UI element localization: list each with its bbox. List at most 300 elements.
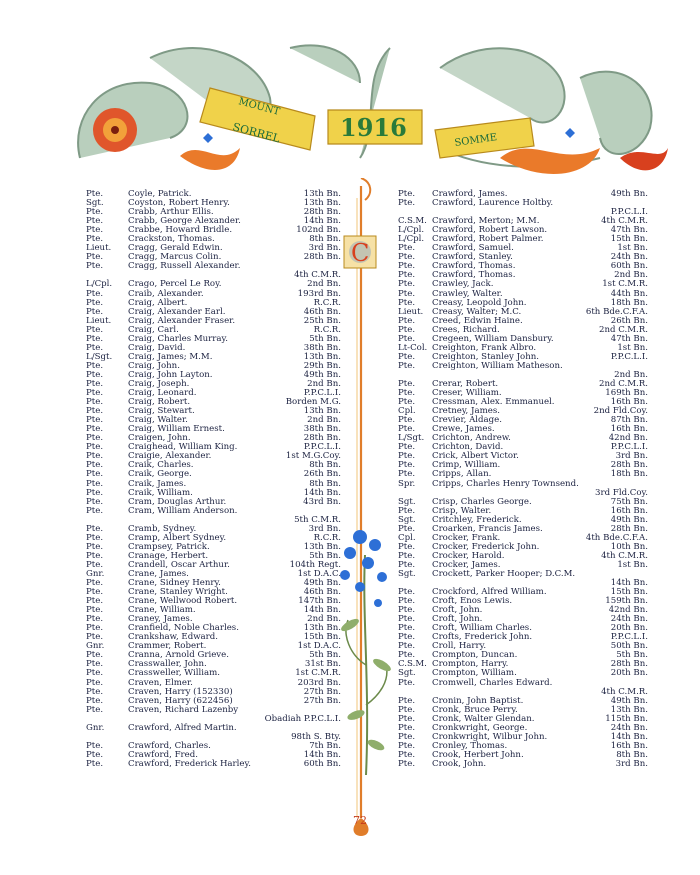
entry-unit: 102nd Bn.: [296, 225, 341, 236]
roll-entry: [86, 290, 341, 299]
entry-rank: Pte.: [398, 695, 416, 706]
entry-unit: 1st M.G.Coy.: [285, 451, 341, 462]
roll-entry: [398, 362, 648, 371]
entry-unit: 4th Bde.C.F.A.: [585, 532, 648, 543]
entry-unit: 2nd Fld.Coy.: [593, 406, 648, 417]
entry-rank: Pte.: [398, 451, 416, 462]
page-number: 72: [353, 814, 367, 827]
entry-name: Craib, Alexander.: [128, 288, 204, 299]
roll-entry: [86, 371, 341, 380]
roll-entry: [86, 398, 341, 407]
entry-rank: Pte.: [86, 424, 104, 435]
roll-entry: [86, 733, 341, 742]
entry-rank: Lieut.: [86, 243, 112, 254]
entry-unit: 29th Bn.: [303, 360, 341, 371]
entry-unit: 3rd Fld.Coy.: [595, 487, 648, 498]
roll-entry: [86, 461, 341, 470]
entry-rank: Pte.: [86, 505, 104, 516]
roll-entry: [86, 317, 341, 326]
foliage-ornament-icon: [60, 38, 670, 188]
entry-rank: Pte.: [398, 704, 416, 715]
entry-rank: Pte.: [398, 740, 416, 751]
entry-name: Crawford, James.: [432, 189, 508, 199]
entry-unit: 42nd Bn.: [608, 433, 648, 444]
entry-rank: Pte.: [86, 252, 104, 263]
entry-unit: 47th Bn.: [610, 225, 648, 236]
entry-rank: Pte.: [86, 623, 104, 634]
entry-unit: 6th Bde.C.F.A.: [585, 306, 648, 317]
entry-unit: P.P.C.L.I.: [610, 207, 648, 218]
entry-rank: Pte.: [86, 216, 104, 227]
roll-entry: [86, 452, 341, 461]
entry-unit: 18th Bn.: [610, 469, 648, 480]
entry-unit: 28th Bn.: [610, 460, 648, 471]
entry-rank: Pte.: [398, 605, 416, 616]
entry-rank: Sgt.: [398, 514, 416, 525]
entry-rank: Pte.: [86, 442, 104, 453]
entry-rank: Pte.: [86, 378, 104, 389]
entry-rank: Pte.: [86, 740, 104, 751]
roll-entry: [86, 543, 341, 552]
entry-name: Cragg, Marcus Colin.: [128, 252, 222, 263]
entry-unit: 1st Bn.: [617, 243, 648, 254]
entry-unit: 98th S. Bty.: [291, 731, 341, 742]
red-flower-icon: [93, 108, 137, 152]
entry-name: Crichton, Andrew.: [432, 433, 511, 444]
left-name-column: [86, 190, 341, 769]
entry-unit: P.P.C.L.I.: [610, 442, 648, 453]
entry-rank: Lieut.: [86, 315, 112, 326]
entry-unit: 5th Bn.: [616, 650, 648, 661]
entry-rank: Pte.: [86, 189, 104, 199]
entry-unit: 8th Bn.: [309, 478, 341, 489]
entry-unit: 31st Bn.: [304, 659, 341, 670]
entry-name: Crompton, Harry.: [432, 659, 509, 670]
entry-name: Cronkwright, George.: [432, 722, 528, 733]
entry-rank: Pte.: [398, 288, 416, 299]
entry-unit: 2nd C.M.R.: [599, 378, 648, 389]
entry-rank: Pte.: [86, 460, 104, 471]
entry-unit: 75th Bn.: [610, 496, 648, 507]
entry-name: Crago, Percel Le Roy.: [128, 279, 222, 290]
entry-name: Crerar, Robert.: [432, 378, 499, 389]
entry-name: Crabb, Arthur Ellis.: [128, 207, 214, 218]
entry-rank: Pte.: [86, 478, 104, 489]
entry-rank: Pte.: [86, 550, 104, 561]
entry-rank: Pte.: [86, 650, 104, 661]
entry-name: Crampsey, Patrick.: [128, 541, 210, 552]
entry-rank: Pte.: [398, 442, 416, 453]
entry-rank: L/Sgt.: [86, 351, 113, 362]
entry-rank: Pte.: [86, 668, 104, 679]
entry-unit: 20th Bn.: [610, 623, 648, 634]
entry-name: Crompton, Duncan.: [432, 650, 518, 661]
entry-rank: Pte.: [398, 315, 416, 326]
entry-name: Craik, James.: [128, 478, 187, 489]
entry-rank: Pte.: [86, 578, 104, 589]
entry-rank: Pte.: [398, 189, 416, 199]
entry-rank: Pte.: [398, 279, 416, 290]
entry-rank: Cpl.: [398, 532, 416, 543]
entry-unit: 2nd Bn.: [614, 270, 648, 281]
entry-name: Crockford, Alfred William.: [432, 587, 547, 598]
entry-rank: Pte.: [398, 559, 416, 570]
entry-name: Croarken, Francis James.: [432, 523, 543, 534]
entry-rank: Pte.: [86, 469, 104, 480]
entry-rank: Pte.: [86, 333, 104, 344]
entry-unit: 5th Bn.: [309, 550, 341, 561]
entry-rank: Pte.: [398, 388, 416, 399]
entry-unit: 16th Bn.: [610, 740, 648, 751]
entry-unit: 14th Bn.: [303, 216, 341, 227]
entry-name: Cronk, Walter Glendan.: [432, 713, 535, 724]
entry-rank: Pte.: [86, 415, 104, 426]
entry-rank: Pte.: [86, 207, 104, 218]
entry-name: Crawford, Laurence Holtby.: [432, 198, 554, 209]
entry-rank: Pte.: [398, 596, 416, 607]
entry-rank: Lieut.: [398, 306, 424, 317]
roll-entry: [86, 425, 341, 434]
entry-rank: L/Sgt.: [398, 433, 425, 444]
entry-rank: Pte.: [398, 749, 416, 760]
entry-name: Crabbe, Howard Bridle.: [128, 225, 233, 236]
entry-unit: R.C.R.: [313, 297, 341, 308]
entry-rank: Pte.: [86, 749, 104, 760]
entry-name: Craven, Harry (152330): [128, 686, 233, 697]
entry-rank: C.S.M.: [398, 659, 427, 670]
entry-rank: Pte.: [398, 243, 416, 254]
entry-name: Crewe, James.: [432, 424, 495, 435]
entry-rank: Pte.: [86, 587, 104, 598]
entry-name: Craig, James; M.M.: [128, 351, 213, 362]
entry-unit: 13th Bn.: [303, 351, 341, 362]
entry-rank: Pte.: [398, 641, 416, 652]
entry-unit: 20th Bn.: [610, 668, 648, 679]
entry-name: Craig, Carl.: [128, 324, 179, 335]
entry-rank: Pte.: [86, 541, 104, 552]
entry-rank: Pte.: [398, 722, 416, 733]
entry-name: Crackston, Thomas.: [128, 234, 215, 245]
entry-unit: 14th Bn.: [610, 578, 648, 589]
entry-name: Crassweller, William.: [128, 668, 220, 679]
entry-rank: Pte.: [398, 360, 416, 371]
entry-name: Craven, Harry (622456): [128, 695, 233, 706]
entry-name: Crawford, Frederick Harley.: [128, 758, 251, 769]
entry-unit: 13th Bn.: [610, 704, 648, 715]
entry-unit: 49th Bn.: [303, 578, 341, 589]
entry-rank: Pte.: [86, 496, 104, 507]
entry-rank: Pte.: [86, 369, 104, 380]
entry-name: Crawford, Samuel.: [432, 243, 514, 254]
entry-unit: 16th Bn.: [610, 505, 648, 516]
entry-unit: P.P.C.L.I.: [303, 388, 341, 399]
roll-entry: [86, 407, 341, 416]
entry-rank: Gnr.: [86, 568, 105, 579]
roll-entry: [86, 335, 341, 344]
entry-name: Croft, John.: [432, 614, 483, 625]
entry-rank: Pte.: [86, 288, 104, 299]
entry-name: Crocker, James.: [432, 559, 501, 570]
entry-unit: 1st D.A.C.: [297, 568, 341, 579]
entry-rank: Pte.: [398, 623, 416, 634]
entry-rank: Pte.: [398, 614, 416, 625]
entry-name: Craighead, William King.: [128, 442, 238, 453]
roll-entry: [86, 606, 341, 615]
entry-name: Coyle, Patrick.: [128, 189, 192, 199]
entry-rank: Pte.: [86, 433, 104, 444]
entry-name: Creser, William.: [432, 388, 502, 399]
entry-name: Craig, Joseph.: [128, 378, 190, 389]
entry-rank: Pte.: [86, 225, 104, 236]
entry-unit: 1st D.A.C.: [297, 641, 341, 652]
entry-unit: 46th Bn.: [303, 306, 341, 317]
entry-name: Creed, Edwin Haine.: [432, 315, 523, 326]
entry-unit: 15th Bn.: [610, 587, 648, 598]
entry-unit: 49th Bn.: [303, 369, 341, 380]
roll-entry: [86, 534, 341, 543]
entry-unit: 1st C.M.R.: [602, 279, 648, 290]
entry-name: Crane, James.: [128, 568, 189, 579]
entry-name: Crees, Richard.: [432, 324, 500, 335]
entry-rank: Pte.: [86, 234, 104, 245]
entry-name: Crawford, Fred.: [128, 749, 198, 760]
entry-unit: 26th Bn.: [610, 315, 648, 326]
entry-unit: 28th Bn.: [610, 659, 648, 670]
entry-rank: Pte.: [398, 632, 416, 643]
entry-name: Coyston, Robert Henry.: [128, 198, 230, 209]
entry-rank: Pte.: [86, 306, 104, 317]
entry-rank: Pte.: [398, 424, 416, 435]
entry-rank: Pte.: [86, 559, 104, 570]
roll-entry: [86, 344, 341, 353]
entry-rank: Pte.: [86, 342, 104, 353]
entry-name: Crawford, Charles.: [128, 740, 211, 751]
entry-unit: 18th Bn.: [610, 297, 648, 308]
entry-unit: 3rd Bn.: [615, 451, 648, 462]
entry-name: Crasswaller, John.: [128, 659, 207, 670]
entry-rank: Pte.: [86, 695, 104, 706]
entry-unit: 115th Bn.: [605, 713, 648, 724]
entry-unit: 193rd Bn.: [297, 288, 341, 299]
entry-unit: 2nd Bn.: [307, 378, 341, 389]
entry-name: Crocker, Harold.: [432, 550, 505, 561]
entry-rank: L/Cpl.: [398, 234, 425, 245]
entry-rank: Pte.: [86, 324, 104, 335]
entry-unit: 3rd Bn.: [308, 243, 341, 254]
entry-rank: Pte.: [86, 261, 104, 272]
entry-unit: 2nd C.M.R.: [599, 324, 648, 335]
entry-name: Crawford, Alfred Martin.: [128, 722, 237, 733]
entry-unit: 25th Bn.: [303, 315, 341, 326]
entry-name: Crichton, David.: [432, 442, 504, 453]
entry-unit: 10th Bn.: [610, 541, 648, 552]
entry-rank: Pte.: [86, 532, 104, 543]
entry-unit: 44th Bn.: [610, 288, 648, 299]
entry-unit: 147th Bn.: [298, 596, 341, 607]
entry-rank: Pte.: [398, 460, 416, 471]
entry-rank: Pte.: [398, 324, 416, 335]
entry-rank: Pte.: [86, 659, 104, 670]
roll-entry: [86, 470, 341, 479]
entry-unit: 24th Bn.: [610, 614, 648, 625]
entry-unit: 49th Bn.: [610, 514, 648, 525]
entry-rank: Pte.: [86, 406, 104, 417]
entry-name: Crawford, Stanley.: [432, 252, 513, 263]
entry-name: Crook, Herbert John.: [432, 749, 524, 760]
entry-name: Crawley, Jack.: [432, 279, 494, 290]
entry-rank: Pte.: [398, 550, 416, 561]
entry-rank: Gnr.: [86, 641, 105, 652]
entry-rank: Pte.: [86, 451, 104, 462]
entry-name: Crawford, Robert Palmer.: [432, 234, 544, 245]
entry-unit: 159th Bn.: [605, 596, 648, 607]
entry-unit: 46th Bn.: [303, 587, 341, 598]
entry-name: Craig, Robert.: [128, 397, 191, 408]
entry-name: Crawford, Robert Lawson.: [432, 225, 548, 236]
entry-name: Cranfield, Noble Charles.: [128, 623, 239, 634]
entry-unit: 5th C.M.R.: [294, 514, 341, 525]
entry-rank: Pte.: [398, 758, 416, 769]
illuminated-header: [60, 38, 670, 188]
entry-unit: 5th Bn.: [309, 333, 341, 344]
entry-unit: 47th Bn.: [610, 333, 648, 344]
entry-name: Craik, William.: [128, 487, 193, 498]
entry-unit: 1st Bn.: [617, 559, 648, 570]
entry-name: Craig, David.: [128, 342, 186, 353]
entry-rank: Pte.: [398, 587, 416, 598]
entry-name: Crammer, Robert.: [128, 641, 207, 652]
entry-name: Crompton, William.: [432, 668, 517, 679]
entry-rank: L/Cpl.: [86, 279, 113, 290]
entry-rank: Sgt.: [86, 198, 104, 209]
entry-unit: 28th Bn.: [303, 433, 341, 444]
entry-rank: Pte.: [86, 605, 104, 616]
entry-name: Cripps, Allan.: [432, 469, 492, 480]
entry-name: Croft, William Charles.: [432, 623, 532, 634]
entry-unit: 13th Bn.: [303, 189, 341, 199]
entry-name: Creighton, Frank Albro.: [432, 342, 537, 353]
roll-entry: [86, 353, 341, 362]
entry-rank: Spr.: [398, 478, 416, 489]
entry-name: Craig, John Layton.: [128, 369, 213, 380]
entry-rank: Pte.: [398, 541, 416, 552]
entry-name: Creighton, Stanley John.: [432, 351, 540, 362]
entry-rank: Pte.: [86, 360, 104, 371]
entry-unit: 13th Bn.: [303, 198, 341, 209]
right-name-column: [398, 190, 648, 769]
entry-unit: 5th Bn.: [309, 650, 341, 661]
entry-unit: 8th Bn.: [309, 460, 341, 471]
entry-rank: Lt-Col.: [398, 342, 428, 353]
entry-name: Cronk, Bruce Perry.: [432, 704, 518, 715]
roll-entry: [86, 742, 341, 751]
entry-rank: Pte.: [398, 297, 416, 308]
entry-name: Crocker, Frederick John.: [432, 541, 540, 552]
entry-name: Craig, Stewart.: [128, 406, 195, 417]
entry-unit: 2nd Bn.: [614, 369, 648, 380]
entry-name: Crisp, Charles George.: [432, 496, 532, 507]
entry-unit: 13th Bn.: [303, 406, 341, 417]
entry-name: Cretney, James.: [432, 406, 500, 417]
entry-rank: Sgt.: [398, 668, 416, 679]
entry-unit: 1st C.M.R.: [295, 668, 341, 679]
entry-name: Croll, Harry.: [432, 641, 487, 652]
entry-name: Crabb, George Alexander.: [128, 216, 241, 227]
roll-entry: [398, 760, 648, 769]
entry-name: Crick, Albert Victor.: [432, 451, 519, 462]
entry-name: Crofts, Frederick John.: [432, 632, 533, 643]
entry-unit: R.C.R.: [313, 324, 341, 335]
entry-unit: 13th Bn.: [303, 623, 341, 634]
banner-year: 1916: [340, 113, 407, 142]
entry-rank: Pte.: [398, 713, 416, 724]
entry-name: Cronkwright, Wilbur John.: [432, 731, 548, 742]
entry-unit: 4th C.M.R.: [601, 686, 648, 697]
roll-entry: [86, 597, 341, 606]
entry-unit: 60th Bn.: [303, 758, 341, 769]
entry-unit: 26th Bn.: [303, 469, 341, 480]
entry-rank: L/Cpl.: [398, 225, 425, 236]
entry-rank: Pte.: [398, 270, 416, 281]
illuminated-initial: C: [351, 239, 370, 267]
entry-rank: Pte.: [86, 523, 104, 534]
entry-rank: Pte.: [398, 378, 416, 389]
entry-rank: Pte.: [86, 632, 104, 643]
banner-left-bottom: SORREL: [231, 120, 282, 146]
entry-name: Crocker, Frank.: [432, 532, 501, 543]
entry-unit: 43rd Bn.: [303, 496, 341, 507]
entry-name: Cranna, Arnold Grieve.: [128, 650, 229, 661]
entry-name: Craik, George.: [128, 469, 192, 480]
entry-name: Critchley, Frederick.: [432, 514, 522, 525]
entry-unit: 24th Bn.: [610, 252, 648, 263]
entry-name: Crevier, Aldage.: [432, 415, 502, 426]
entry-name: Crane, Sidney Henry.: [128, 578, 221, 589]
entry-rank: Pte.: [398, 731, 416, 742]
entry-name: Cromwell, Charles Edward.: [432, 677, 553, 688]
entry-name: Craney, James.: [128, 614, 193, 625]
entry-unit: 28th Bn.: [303, 252, 341, 263]
entry-rank: Pte.: [398, 351, 416, 362]
entry-rank: Pte.: [398, 397, 416, 408]
entry-unit: 28th Bn.: [303, 207, 341, 218]
entry-unit: 60th Bn.: [610, 261, 648, 272]
entry-unit: 4th C.M.R.: [601, 550, 648, 561]
entry-name: Cronin, John Baptist.: [432, 695, 524, 706]
entry-name: Craig, Leonard.: [128, 388, 197, 399]
entry-rank: Pte.: [86, 677, 104, 688]
entry-rank: Pte.: [86, 614, 104, 625]
entry-unit: 4th C.M.R.: [294, 270, 341, 281]
entry-name: Craven, Richard Lazenby: [128, 704, 239, 715]
entry-unit: 14th Bn.: [303, 605, 341, 616]
entry-name: Craig, Alexander Fraser.: [128, 315, 236, 326]
entry-unit: 28th Bn.: [610, 523, 648, 534]
roll-entry: [86, 362, 341, 371]
entry-rank: Pte.: [86, 704, 104, 715]
entry-rank: Sgt.: [398, 496, 416, 507]
entry-name: Cripps, Charles Henry Townsend.: [432, 478, 579, 489]
entry-unit: 27th Bn.: [303, 695, 341, 706]
entry-name: Craig, William Ernest.: [128, 424, 225, 435]
entry-unit: P.P.C.L.I.: [610, 351, 648, 362]
banner-right: SOMME: [453, 132, 498, 149]
entry-rank: Pte.: [398, 523, 416, 534]
entry-name: Croft, Enos Lewis.: [432, 596, 513, 607]
entry-rank: Sgt.: [398, 568, 416, 579]
entry-unit: P.P.C.L.I.: [303, 442, 341, 453]
entry-name: Creasy, Walter; M.C.: [432, 306, 522, 317]
